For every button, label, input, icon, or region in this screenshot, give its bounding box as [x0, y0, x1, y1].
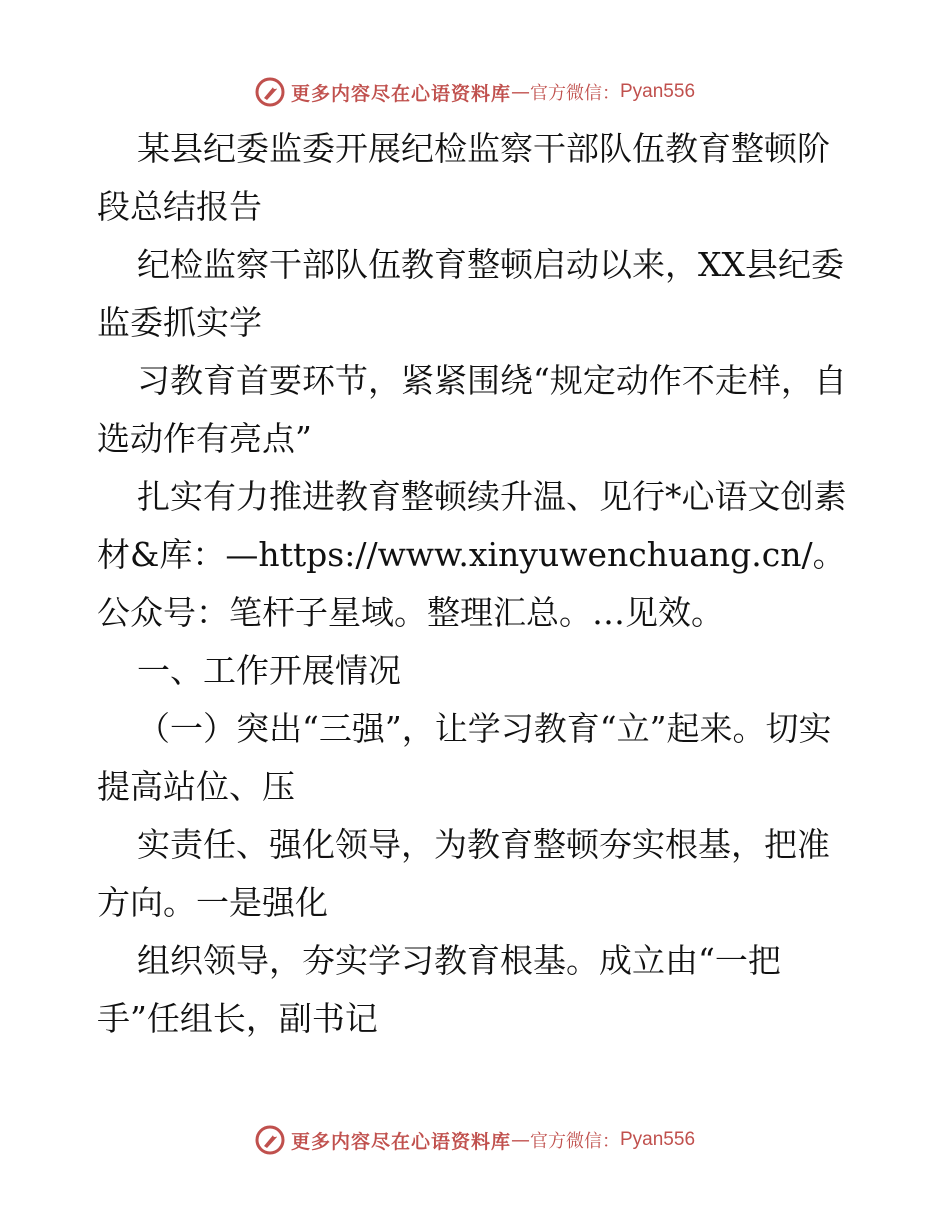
footer-wechat-label: 官方微信：: [530, 1131, 620, 1152]
document-body: [97, 120, 857, 1048]
section-heading: 一、工作开展情况: [137, 651, 401, 690]
header-separator: —: [511, 81, 530, 103]
footer-brand-text: 更多内容尽在心语资料库: [290, 1130, 511, 1153]
paragraph: 纪检监察干部队伍教育整顿启动以来，XX县纪委监委抓实学: [97, 245, 844, 342]
footer-banner: [0, 1120, 950, 1160]
paragraph: 扎实有力推进教育整顿续升温、见行*心语文创素材&库：—https://www.xinyuwenchuang.cn/。公众号：笔杆子星域。整理汇总。…见效。: [97, 477, 847, 632]
header-brand-text: 更多内容尽在心语资料库: [290, 82, 511, 105]
paragraph: 组织领导，夯实学习教育根基。成立由“一把手”任组长，副书记: [97, 941, 781, 1038]
header-wechat-id: Pyan556: [620, 81, 696, 102]
pen-nib-logo-icon: [255, 1125, 285, 1155]
document-title: 某县纪委监委开展纪检监察干部队伍教育整顿阶段总结报告: [97, 129, 830, 226]
paragraph: 实责任、强化领导，为教育整顿夯实根基，把准方向。一是强化: [97, 825, 830, 922]
paragraph: 习教育首要环节，紧紧围绕“规定动作不走样，自选动作有亮点”: [97, 361, 847, 458]
paragraph: （一）突出“三强”，让学习教育“立”起来。切实提高站位、压: [97, 709, 832, 806]
pen-nib-logo-icon: [255, 77, 285, 107]
footer-wechat-id: Pyan556: [620, 1129, 696, 1150]
header-banner: [0, 72, 950, 112]
header-wechat-label: 官方微信：: [530, 83, 620, 104]
footer-separator: —: [511, 1129, 530, 1151]
